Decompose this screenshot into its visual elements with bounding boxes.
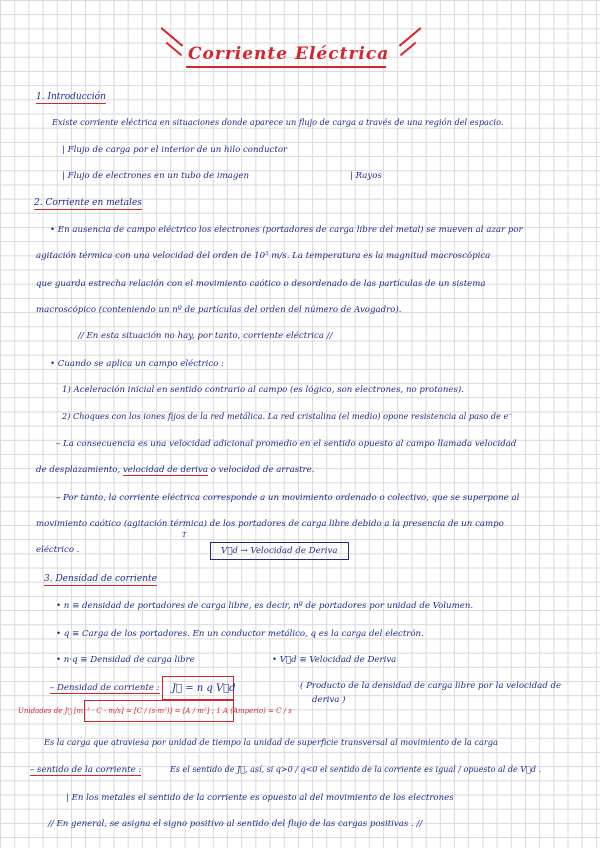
j-note: deriva )	[312, 695, 346, 705]
title-decoration-right	[399, 27, 421, 46]
metales-note: | En los metales el sentido de la corriente es opuesto al del movimiento de los electrones	[66, 793, 454, 803]
section-heading-densidad: 3. Densidad de corriente	[44, 574, 157, 584]
sentido-label: – sentido de la corriente :	[30, 765, 142, 775]
paragraph-line: eléctrico .	[36, 545, 80, 555]
definition-item: • q ≡ Carga de los portadores. En un conductor metálico, q es la carga del electrón.	[56, 629, 424, 639]
paragraph-line: macroscópico (conteniendo un nº de partículas del orden del número de Avogadro).	[36, 305, 402, 315]
paragraph-line: – Por tanto, la corriente eléctrica corresponde a un movimiento ordenado o colectivo, que se superpone al	[56, 493, 520, 503]
intro-example: | Rayos	[350, 171, 382, 181]
paragraph-line: • En ausencia de campo eléctrico los electrones (portadores de carga libre del metal) se mueven al azar por	[50, 225, 523, 235]
intro-example: | Flujo de electrones en un tubo de imagen	[62, 171, 250, 181]
velocidad-deriva-box: V⃗d → Velocidad de Deriva	[210, 542, 349, 560]
list-item: 2) Choques con los iones fijos de la red metálica. La red cristalina (el medio) opone resistencia al paso de e⁻	[62, 411, 513, 421]
definition-text: Es la carga que atraviesa por unidad de tiempo la unidad de superficie transversal al movimiento de la carga	[44, 737, 498, 747]
title-underline	[186, 66, 386, 68]
highlight-velocidad-deriva: velocidad de deriva	[122, 465, 208, 475]
definition-item: • n·q ≡ Densidad de carga libre	[56, 655, 195, 665]
j-label: – Densidad de corriente :	[50, 683, 160, 693]
paragraph-line: que guarda estrecha relación con el movimiento caótico o desordenado de las partículas de un sistema	[36, 279, 486, 289]
bullet-line: • Cuando se aplica un campo eléctrico :	[50, 359, 224, 369]
definition-item: • n ≡ densidad de portadores de carga libre, es decir, nº de portadores por unidad de Volumen.	[56, 601, 474, 611]
units-line: Unidades de J⃗ [m⁻³ · C · m/s] = [C / (s·m²)] = [A / m²] ; 1 A (Amperio) = C / s	[18, 707, 292, 715]
intro-text: Existe corriente eléctrica en situaciones donde aparece un flujo de carga a través de una región del espacio.	[52, 117, 504, 127]
list-item: 1) Aceleración inicial en sentido contrario al campo (es lógico, son electrones, no protones).	[62, 385, 464, 395]
temperature-subscript: T	[182, 531, 187, 539]
section-heading-introduccion: 1. Introducción	[36, 92, 106, 102]
units-box	[84, 700, 234, 722]
note-line: // En esta situación no hay, por tanto, corriente eléctrica //	[78, 331, 333, 341]
section-heading-metales: 2. Corriente en metales	[34, 198, 142, 208]
page-title: Corriente Eléctrica	[188, 44, 390, 64]
definition-item: • V⃗d ≡ Velocidad de Deriva	[272, 655, 397, 665]
paragraph-line: movimiento caótico (agitación térmica) de los portadores de carga libre debido a la presencia de un campo	[36, 519, 504, 529]
sentido-text: Es el sentido de J⃗, así, si q>0 / q<0 el sentido de la corriente es igual / opuesto al de V⃗d .	[170, 765, 542, 774]
j-note: ( Producto de la densidad de carga libre por la velocidad de	[300, 681, 562, 691]
intro-example: | Flujo de carga por el interior de un hilo conductor	[62, 145, 288, 155]
paragraph-line: – La consecuencia es una velocidad adicional promedio en el sentido opuesto al campo llamada velocidad	[56, 439, 517, 449]
paragraph-line: de desplazamiento, velocidad de deriva o velocidad de arrastre.	[36, 465, 315, 475]
title-decoration-left	[161, 27, 183, 46]
paragraph-line: agitación térmica con una velocidad del orden de 10⁵ m/s. La temperatura es la magnitud macroscópica	[36, 251, 491, 261]
general-note: // En general, se asigna el signo positivo al sentido del flujo de las cargas positivas . //	[48, 819, 423, 829]
j-formula: J⃗ = n q V⃗d	[172, 683, 236, 694]
